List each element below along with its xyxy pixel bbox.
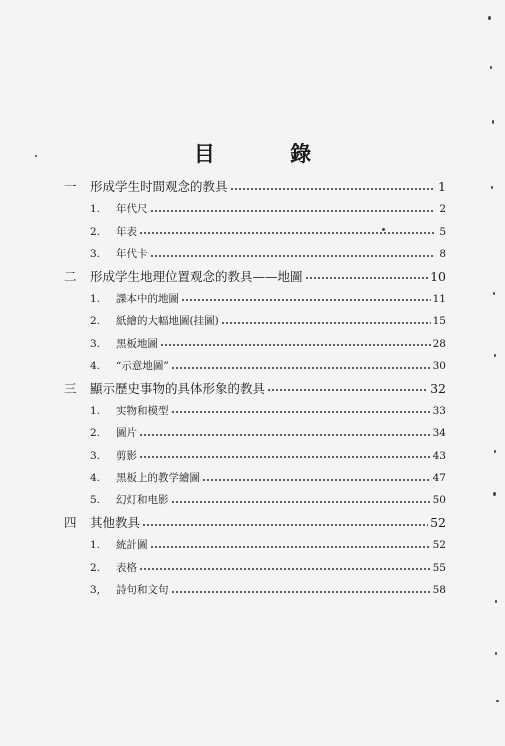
dot-leader (202, 473, 431, 484)
toc-item-row (64, 400, 446, 422)
toc-number: 1. (90, 292, 101, 305)
toc-page-number: 52 (430, 514, 446, 530)
toc-page-number: 8 (439, 248, 446, 261)
toc-number: 4. (90, 360, 101, 373)
toc-number: 5. (90, 494, 101, 507)
toc-page-number: 28 (432, 337, 446, 350)
toc-label: 幻灯和电影 (116, 494, 169, 507)
scan-speck (494, 354, 496, 357)
toc-label: 年代尺 (116, 203, 148, 216)
toc-page-number: 47 (432, 472, 446, 485)
toc-item-row (64, 221, 446, 243)
toc-label: 年表 (116, 225, 137, 238)
toc-number: 一 (64, 179, 77, 194)
toc-number: 四 (64, 514, 77, 530)
dot-leader (230, 181, 434, 194)
toc-page-number: 10 (430, 268, 446, 284)
toc-item-row (64, 467, 446, 489)
toc-number: 三 (64, 380, 77, 396)
toc-page-number: 58 (432, 584, 446, 597)
toc-item-row (64, 355, 446, 377)
toc-number: 3. (90, 337, 101, 350)
dot-leader (171, 361, 431, 372)
dot-leader (142, 517, 428, 530)
toc-item-row (64, 534, 446, 556)
toc-page-number: 50 (432, 494, 446, 507)
toc-item-row (64, 288, 446, 310)
toc-page-number: 1 (438, 179, 446, 194)
toc-number: 4. (90, 472, 101, 485)
toc-page-number: 32 (430, 380, 446, 396)
toc-item-row (64, 445, 446, 467)
dot-leader (150, 540, 431, 551)
toc-page-number: 15 (432, 315, 446, 328)
toc-page-number: 55 (432, 561, 446, 574)
scan-speck (382, 228, 385, 231)
toc-number: 1. (90, 203, 101, 216)
toc-page-number: 34 (432, 427, 446, 440)
toc-item-row (64, 579, 446, 601)
toc-label: 詩句和文句 (116, 584, 169, 597)
toc-page-number: 43 (432, 449, 446, 462)
toc-section-row (64, 378, 446, 400)
dot-leader (221, 316, 431, 327)
toc-number: 2. (90, 561, 101, 574)
toc-page-number: 30 (432, 360, 446, 373)
toc-number: 1. (90, 539, 101, 552)
toc-label: 統計圖 (116, 539, 148, 552)
scan-speck (495, 600, 497, 603)
scan-speck (493, 292, 495, 295)
toc-label: 形成学生地理位置观念的教具——地圖 (90, 268, 303, 284)
toc-number: 3. (90, 449, 101, 462)
dot-leader (139, 563, 431, 574)
scan-speck (493, 492, 496, 496)
toc-label: 表格 (116, 561, 137, 574)
toc-label: 实物和模型 (116, 404, 169, 417)
toc-label: 黑板上的教学繪圖 (116, 472, 200, 485)
toc-label: 顯示歷史事物的具体形象的教具 (90, 380, 266, 396)
page-title: 目 錄 (193, 142, 346, 166)
table-of-contents (64, 176, 446, 601)
scan-speck (490, 66, 492, 69)
dot-leader (181, 294, 431, 305)
scan-speck (492, 120, 494, 124)
toc-item-row (64, 557, 446, 579)
toc-item-row (64, 198, 446, 220)
toc-item-row (64, 489, 446, 511)
toc-number: 2. (90, 225, 101, 238)
scan-speck (494, 450, 496, 453)
scan-speck (35, 155, 37, 157)
toc-label: 其他教具 (90, 514, 141, 530)
toc-number: 2. (90, 315, 101, 328)
dot-leader (150, 204, 435, 215)
dot-leader (150, 249, 435, 260)
toc-label: “示意地圖” (116, 360, 169, 373)
scan-speck (491, 186, 493, 189)
scan-speck (495, 652, 497, 655)
toc-page-number: 2 (439, 203, 446, 216)
toc-page-number: 5 (439, 225, 446, 238)
toc-number: 3. (90, 248, 101, 261)
dot-leader (171, 585, 431, 596)
toc-page-number: 11 (432, 292, 446, 305)
scan-speck (496, 700, 499, 702)
toc-section-row (64, 266, 446, 288)
dot-leader (267, 382, 428, 395)
toc-label: 紙繪的大幅地圖(挂圖) (116, 315, 219, 328)
toc-number: 2. (90, 427, 101, 440)
toc-number: 二 (64, 268, 77, 284)
dot-leader (139, 227, 434, 238)
toc-number: 1. (90, 404, 101, 417)
toc-item-row (64, 243, 446, 265)
dot-leader (171, 406, 431, 417)
toc-number: 3, (90, 584, 101, 597)
toc-label: 圖片 (116, 427, 137, 440)
toc-label: 黑板地圖 (116, 337, 158, 350)
toc-item-row (64, 422, 446, 444)
dot-leader (139, 451, 431, 462)
toc-page-number: 33 (432, 404, 446, 417)
toc-label: 課本中的地圖 (116, 292, 179, 305)
scan-speck (488, 16, 491, 20)
toc-label: 剪影 (116, 449, 137, 462)
dot-leader (160, 339, 431, 350)
dot-leader (305, 271, 429, 284)
dot-leader (171, 495, 431, 506)
toc-section-row (64, 176, 446, 198)
toc-item-row (64, 333, 446, 355)
toc-section-row (64, 512, 446, 534)
toc-item-row (64, 310, 446, 332)
toc-label: 形成学生时間观念的教具 (90, 179, 228, 194)
dot-leader (139, 428, 431, 439)
toc-page-number: 52 (432, 539, 446, 552)
toc-label: 年代卡 (116, 248, 148, 261)
